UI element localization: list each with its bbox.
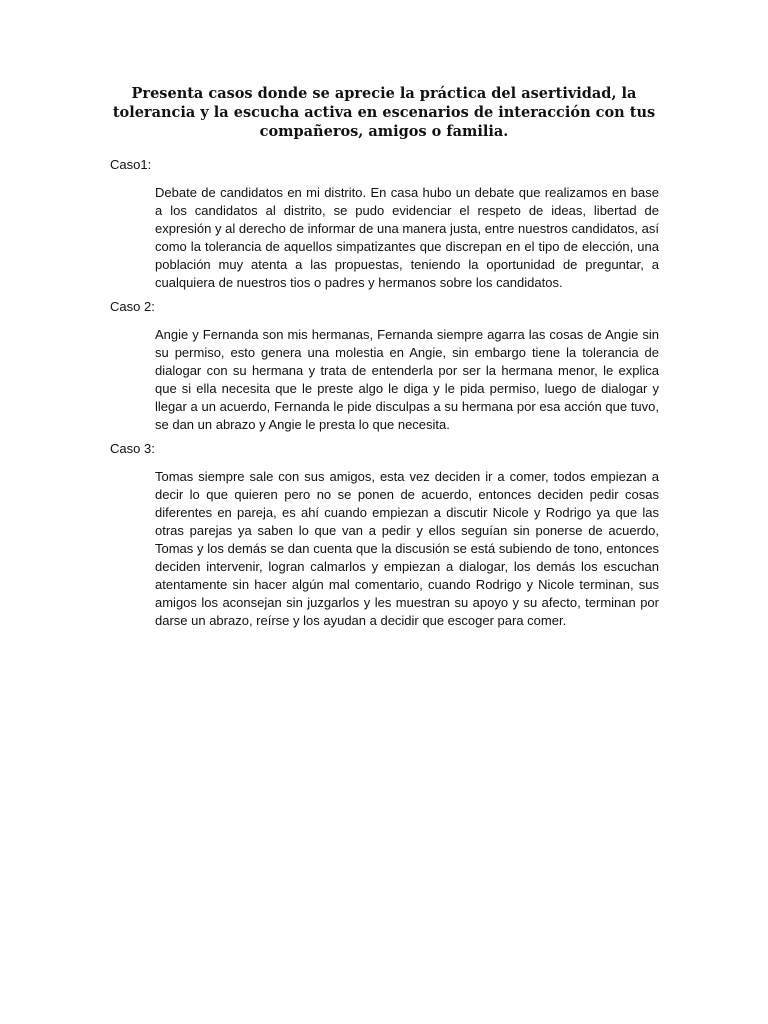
document-title: Presenta casos donde se aprecie la práctica del asertividad, la tolerancia y la escucha activa en escenarios de interacción con tus compañeros, amigos o familia. <box>112 85 656 140</box>
case-3-text: Tomas siempre sale con sus amigos, esta vez deciden ir a comer, todos empiezan a decir lo que quieren pero no se ponen de acuerdo, entonces deciden pedir cosas diferentes en pareja, es ahí cuando empiezan a discutir Nicole y Rodrigo ya que las otras parejas ya saben lo que van a pedir y ellos seguían sin ponerse de acuerdo, Tomas y los demás se dan cuenta que la discusión se está subiendo de tono, entonces deciden intervenir, logran calmarlos y empiezan a dialogar, los demás los escuchan atentamente sin hacer algún mal comentario, cuando Rodrigo y Nicole terminan, sus amigos los aconsejan sin juzgarlos y les muestran su apoyo y su afecto, terminan por darse un abrazo, reírse y los ayudan a decidir que escoger para comer. <box>155 469 659 628</box>
case-2-text: Angie y Fernanda son mis hermanas, Fernanda siempre agarra las cosas de Angie sin su permiso, esto genera una molestia en Angie, sin embargo tiene la tolerancia de dialogar con su hermana y trata de entenderla por ser la hermana menor, le explica que si ella necesita que le preste algo le diga y le pida permiso, luego de dialogar y llegar a un acuerdo, Fernanda le pide disculpas a su hermana por esa acción que tuvo, se dan un abrazo y Angie le presta lo que necesita. <box>155 327 659 432</box>
case-1-label: Caso1: <box>110 157 152 172</box>
case-3-section <box>110 440 660 630</box>
case-1-section <box>110 156 660 292</box>
case-2-label: Caso 2: <box>110 299 155 314</box>
case-1-text: Debate de candidatos en mi distrito. En casa hubo un debate que realizamos en base a los candidatos al distrito, se pudo evidenciar el respeto de ideas, libertad de expresión y al derecho de informar de una manera justa, entre nuestros candidatos, así como la tolerancia de aquellos simpatizantes que discrepan en el tipo de elección, una población muy atenta a las propuestas, teniendo la oportunidad de preguntar, a cualquiera de nuestros tios o padres y hermanos sobre los candidatos. <box>155 185 659 290</box>
case-3-label: Caso 3: <box>110 441 155 456</box>
case-2-section <box>110 298 660 434</box>
